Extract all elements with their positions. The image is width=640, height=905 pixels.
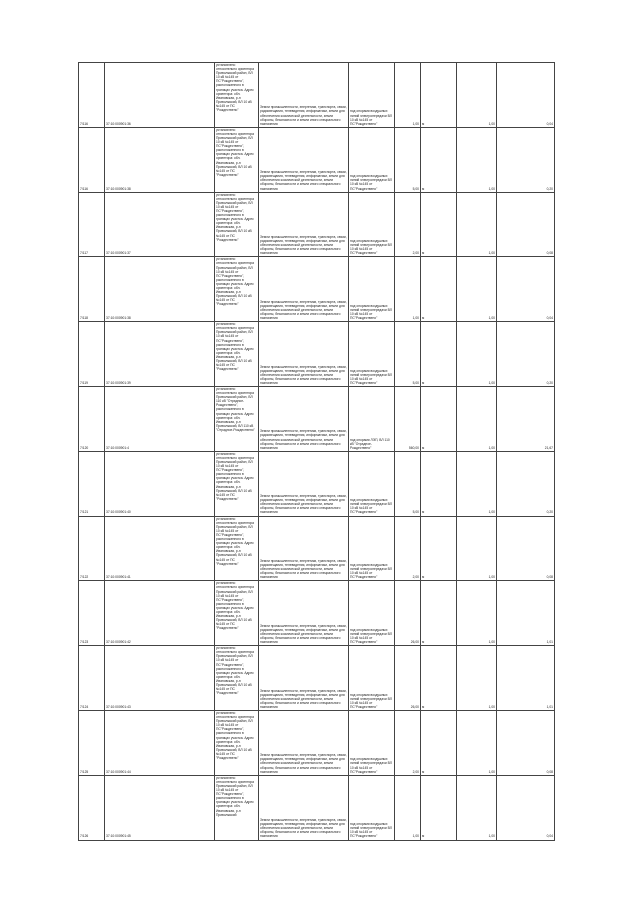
cadastral-number: 37:10:000901:44 (105, 710, 215, 775)
land-category: Земли промышленности, энергетики, транспорта, связи, радиовещания, телевидения, информатики, земли для обеспечения космической деятельности, земли обороны, безопасности и земли иного специального назначения (259, 646, 349, 711)
rate-value: 1,00 (457, 451, 497, 516)
land-category: Земли промышленности, энергетики, транспорта, связи, радиовещания, телевидения, информатики, земли для обеспечения космической деятельности, земли обороны, безопасности и земли иного специального назначения (259, 775, 349, 840)
row-number: 7/123 (79, 581, 105, 646)
row-number: 7/117 (79, 192, 105, 257)
land-category: Земли промышленности, энергетики, транспорта, связи, радиовещания, телевидения, информатики, земли для обеспечения космической деятельности, земли обороны, безопасности и земли иного специального назначения (259, 63, 349, 128)
location-description: установлено относительно ориентира Приволжский район, ВЛ 110 кВ "Отрадное-Рождествено", расположенного в границах участка. Адрес ориентира: обл. Ивановская, р-н Приволжский, ВЛ 110 кВ "Отрадное-Рождествено" (215, 386, 259, 451)
permitted-use: под опорами воздушных линий электропередачи ВЛ 10 кВ №145 от ПС"Рождествено" (349, 322, 395, 387)
permitted-use: под опорами воздушных линий электропередачи ВЛ 10 кВ №145 от ПС"Рождествено" (349, 646, 395, 711)
sum-value: 0,04 (497, 63, 555, 128)
sum-value: 0,20 (497, 127, 555, 192)
land-plots-table (78, 62, 555, 841)
land-category: Земли промышленности, энергетики, транспорта, связи, радиовещания, телевидения, информатики, земли для обеспечения космической деятельности, земли обороны, безопасности и земли иного специального назначения (259, 451, 349, 516)
location-description: установлено относительно ориентира Приволжский район, ВЛ 10 кВ №145 от ПС"Рождествено", расположенного в границах участка. Адрес ориентира: обл. Ивановская, р-н Приволжский, ВЛ 10 кВ №145 от ПС "Рождествено" (215, 192, 259, 257)
table-row (79, 63, 555, 128)
area-unit: м (421, 451, 457, 516)
table-row (79, 710, 555, 775)
rate-value: 1,00 (457, 63, 497, 128)
area-unit: м (421, 581, 457, 646)
cadastral-number: 37:10:000901:45 (105, 775, 215, 840)
area-value: 1,00 (395, 63, 421, 128)
table-row (79, 516, 555, 581)
cadastral-number: 37:10:000901:41 (105, 516, 215, 581)
permitted-use: под опорами воздушных линий электропередачи ВЛ 10 кВ №145 от ПС"Рождествено" (349, 775, 395, 840)
land-category: Земли промышленности, энергетики, транспорта, связи, радиовещания, телевидения, информатики, земли для обеспечения космической деятельности, земли обороны, безопасности и земли иного специального назначения (259, 322, 349, 387)
land-category: Земли промышленности, энергетики, транспорта, связи, радиовещания, телевидения, информатики, земли для обеспечения космической деятельности, земли обороны, безопасности и земли иного специального назначения (259, 386, 349, 451)
area-value: 5,00 (395, 451, 421, 516)
area-unit: м (421, 257, 457, 322)
rate-value: 1,00 (457, 127, 497, 192)
permitted-use: под опорами воздушных линий электропередачи ВЛ 10 кВ №145 от ПС"Рождествено" (349, 451, 395, 516)
cadastral-number: 37:10:000901:39 (105, 322, 215, 387)
row-number: 7/116 (79, 63, 105, 128)
sum-value: 0,20 (497, 322, 555, 387)
row-number: 7/119 (79, 322, 105, 387)
rate-value: 1,00 (457, 257, 497, 322)
table-row (79, 322, 555, 387)
rate-value: 1,00 (457, 386, 497, 451)
sum-value: 0,04 (497, 257, 555, 322)
rate-value: 1,00 (457, 775, 497, 840)
land-category: Земли промышленности, энергетики, транспорта, связи, радиовещания, телевидения, информатики, земли для обеспечения космической деятельности, земли обороны, безопасности и земли иного специального назначения (259, 257, 349, 322)
rate-value: 1,00 (457, 581, 497, 646)
row-number: 7/122 (79, 516, 105, 581)
table-row (79, 775, 555, 840)
permitted-use: под опорами воздушных линий электропередачи ВЛ 10 кВ №145 от ПС"Рождествено" (349, 516, 395, 581)
area-value: 26,00 (395, 646, 421, 711)
permitted-use: под опорами воздушных линий электропередачи ВЛ 10 кВ №145 от ПС"Рождествено" (349, 192, 395, 257)
area-unit: м (421, 127, 457, 192)
rate-value: 1,00 (457, 192, 497, 257)
land-category: Земли промышленности, энергетики, транспорта, связи, радиовещания, телевидения, информатики, земли для обеспечения космической деятельности, земли обороны, безопасности и земли иного специального назначения (259, 710, 349, 775)
cadastral-number: 37:10:000901:4 (105, 386, 215, 451)
location-description: установлено относительно ориентира Приволжский район, ВЛ 10 кВ №145 от ПС"Рождествено", расположенного в границах участка. Адрес ориентира: обл. Ивановская, р-н Приволжский, ВЛ 10 кВ №145 от ПС "Рождествено" (215, 257, 259, 322)
sum-value: 0,08 (497, 710, 555, 775)
permitted-use: под опорами воздушных линий электропередачи ВЛ 10 кВ №145 от ПС"Рождествено" (349, 710, 395, 775)
area-unit: м (421, 192, 457, 257)
area-unit: м (421, 646, 457, 711)
location-description: установлено относительно ориентира Приволжский район, ВЛ 10 кВ №145 от ПС"Рождествено", расположенного в границах участка. Адрес ориентира: обл. Ивановская, р-н Приволжский, ВЛ 10 кВ №145 от ПС "Рождествено" (215, 710, 259, 775)
rate-value: 1,00 (457, 710, 497, 775)
area-value: 5,00 (395, 127, 421, 192)
area-value: 560,00 (395, 386, 421, 451)
table-row (79, 257, 555, 322)
area-value: 2,00 (395, 516, 421, 581)
row-number: 7/124 (79, 646, 105, 711)
location-description: установлено относительно ориентира Приволжский район, ВЛ 10 кВ №145 от ПС"Рождествено", расположенного в границах участка. Адрес ориентира: обл. Ивановская, р-н Приволжский, ВЛ 10 кВ №145 от ПС "Рождествено" (215, 451, 259, 516)
area-value: 2,00 (395, 710, 421, 775)
cadastral-number: 37:10:000901:43 (105, 646, 215, 711)
row-number: 7/125 (79, 710, 105, 775)
table-row (79, 386, 555, 451)
sum-value: 0,08 (497, 516, 555, 581)
cadastral-number: 37:10:000901:38 (105, 127, 215, 192)
area-unit: м (421, 710, 457, 775)
permitted-use: под опорами ЛЭП, ВЛ 110 кВ "Отрадное-Рождествено" (349, 386, 395, 451)
land-plots-table-page (78, 62, 554, 841)
sum-value: 21,67 (497, 386, 555, 451)
area-value: 2,00 (395, 192, 421, 257)
area-value: 5,00 (395, 322, 421, 387)
area-value: 26,00 (395, 581, 421, 646)
area-unit: м (421, 386, 457, 451)
row-number: 7/126 (79, 775, 105, 840)
location-description: установлено относительно ориентира Приволжский район, ВЛ 10 кВ №145 от ПС"Рождествено", расположенного в границах участка. Адрес ориентира: обл. Ивановская, р-н Приволжский (215, 775, 259, 840)
table-row (79, 451, 555, 516)
area-unit: м (421, 322, 457, 387)
sum-value: 0,20 (497, 451, 555, 516)
rate-value: 1,00 (457, 516, 497, 581)
land-category: Земли промышленности, энергетики, транспорта, связи, радиовещания, телевидения, информатики, земли для обеспечения космической деятельности, земли обороны, безопасности и земли иного специального назначения (259, 192, 349, 257)
row-number: 7/118 (79, 257, 105, 322)
cadastral-number: 37:10:000901:38 (105, 257, 215, 322)
table-row (79, 581, 555, 646)
row-number: 7/116 (79, 127, 105, 192)
sum-value: 1,01 (497, 646, 555, 711)
row-number: 7/121 (79, 451, 105, 516)
location-description: установлено относительно ориентира Приволжский район, ВЛ 10 кВ №145 от ПС"Рождествено", расположенного в границах участка. Адрес ориентира: обл. Ивановская, р-н Приволжский, ВЛ 10 кВ №145 от ПС "Рождествено" (215, 516, 259, 581)
rate-value: 1,00 (457, 646, 497, 711)
sum-value: 0,08 (497, 192, 555, 257)
table-row (79, 127, 555, 192)
area-value: 1,00 (395, 257, 421, 322)
cadastral-number: 37:10:000901:42 (105, 581, 215, 646)
land-category: Земли промышленности, энергетики, транспорта, связи, радиовещания, телевидения, информатики, земли для обеспечения космической деятельности, земли обороны, безопасности и земли иного специального назначения (259, 581, 349, 646)
area-value: 1,00 (395, 775, 421, 840)
land-category: Земли промышленности, энергетики, транспорта, связи, радиовещания, телевидения, информатики, земли для обеспечения космической деятельности, земли обороны, безопасности и земли иного специального назначения (259, 127, 349, 192)
permitted-use: под опорами воздушных линий электропередачи ВЛ 10 кВ №145 от ПС"Рождествено" (349, 257, 395, 322)
rate-value: 1,00 (457, 322, 497, 387)
row-number: 7/120 (79, 386, 105, 451)
area-unit: м (421, 775, 457, 840)
location-description: установлено относительно ориентира Приволжский район, ВЛ 10 кВ №145 от ПС"Рождествено", расположенного в границах участка. Адрес ориентира: обл. Ивановская, р-н Приволжский, ВЛ 10 кВ №145 от ПС "Рождествено" (215, 646, 259, 711)
location-description: установлено относительно ориентира Приволжский район, ВЛ 10 кВ №145 от ПС"Рождествено", расположенного в границах участка. Адрес ориентира: обл. Ивановская, р-н Приволжский, ВЛ 10 кВ №145 от ПС "Рождествено" (215, 63, 259, 128)
sum-value: 0,04 (497, 775, 555, 840)
area-unit: м (421, 63, 457, 128)
table-body (79, 63, 555, 841)
cadastral-number: 37:10:000901:40 (105, 451, 215, 516)
permitted-use: под опорами воздушных линий электропередачи ВЛ 10 кВ №145 от ПС"Рождествено" (349, 581, 395, 646)
permitted-use: под опорами воздушных линий электропередачи ВЛ 10 кВ №145 от ПС"Рождествено" (349, 127, 395, 192)
land-category: Земли промышленности, энергетики, транспорта, связи, радиовещания, телевидения, информатики, земли для обеспечения космической деятельности, земли обороны, безопасности и земли иного специального назначения (259, 516, 349, 581)
sum-value: 1,01 (497, 581, 555, 646)
permitted-use: под опорами воздушных линий электропередачи ВЛ 10 кВ №145 от ПС"Рождествено" (349, 63, 395, 128)
cadastral-number: 37:10:000901:36 (105, 63, 215, 128)
location-description: установлено относительно ориентира Приволжский район, ВЛ 10 кВ №145 от ПС"Рождествено", расположенного в границах участка. Адрес ориентира: обл. Ивановская, р-н Приволжский, ВЛ 10 кВ №145 от ПС "Рождествено" (215, 127, 259, 192)
table-row (79, 646, 555, 711)
area-unit: м (421, 516, 457, 581)
table-row (79, 192, 555, 257)
cadastral-number: 37:10:000901:37 (105, 192, 215, 257)
location-description: установлено относительно ориентира Приволжский район, ВЛ 10 кВ №145 от ПС"Рождествено", расположенного в границах участка. Адрес ориентира: обл. Ивановская, р-н Приволжский, ВЛ 10 кВ №145 от ПС "Рождествено" (215, 322, 259, 387)
location-description: установлено относительно ориентира Приволжский район, ВЛ 10 кВ №145 от ПС"Рождествено", расположенного в границах участка. Адрес ориентира: обл. Ивановская, р-н Приволжский, ВЛ 10 кВ №145 от ПС "Рождествено" (215, 581, 259, 646)
